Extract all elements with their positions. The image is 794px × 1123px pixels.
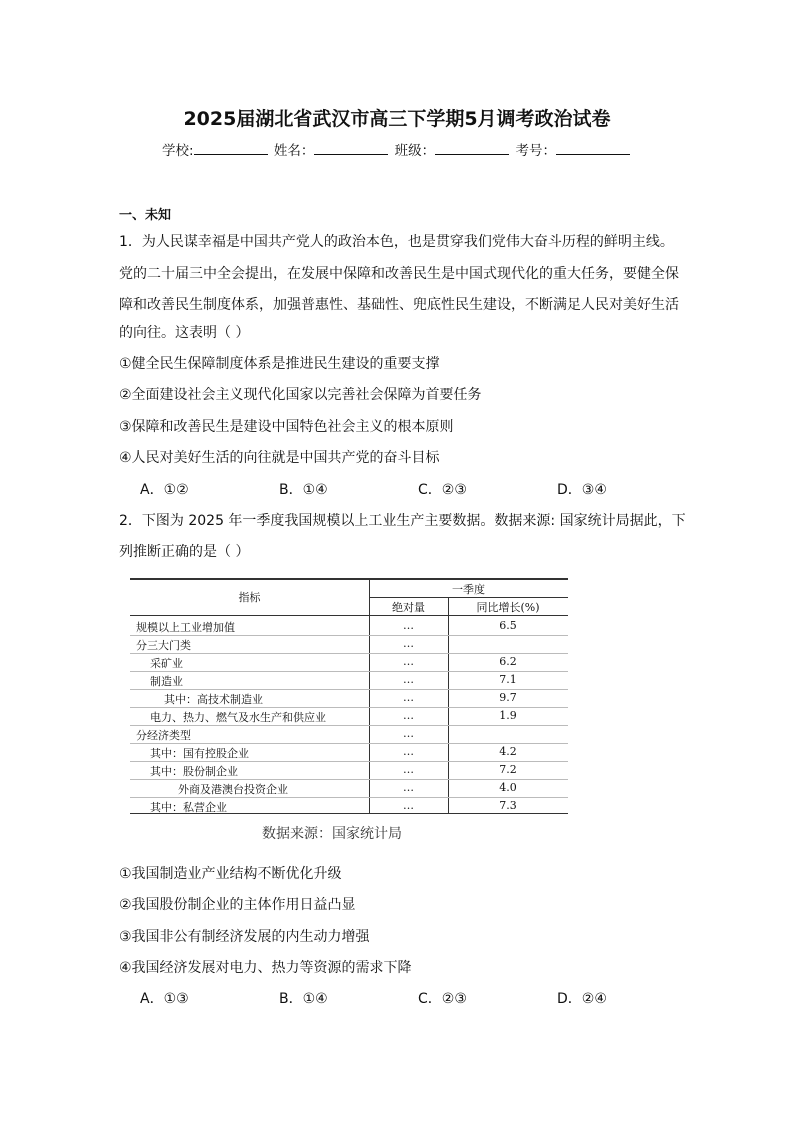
table-row-label: 其中：股份制企业 [150,765,238,778]
table-caption: 数据来源：国家统计局 [262,826,402,842]
q2-option-b[interactable]: B．①④ [279,991,328,1007]
table-row-label: 分三大门类 [136,639,191,652]
number-label: 考号： [515,143,556,159]
q1-statement: ①健全民生保障制度体系是推进民生建设的重要支撑 [119,356,440,372]
school-blank[interactable] [194,142,268,155]
table-header-bottom [130,615,568,616]
industry-data-table [130,578,568,814]
class-label: 班级： [394,143,436,159]
table-row-growth: 7.1 [499,673,517,686]
table-row-absolute: … [403,727,414,740]
q2-statement: ②我国股份制企业的主体作用日益凸显 [119,897,356,913]
table-row-label: 外商及港澳台投资企业 [178,783,288,796]
q1-option-d[interactable]: D．③④ [557,482,607,498]
q1-statement: ③保障和改善民生是建设中国特色社会主义的根本原则 [119,419,454,435]
class-blank[interactable] [435,142,509,155]
q2-options [140,988,696,1008]
table-header-indicator: 指标 [238,591,261,604]
q1-option-a[interactable]: A．①② [140,482,189,498]
table-row-label: 其中：国有控股企业 [150,747,249,760]
table-row-absolute: … [403,763,414,776]
table-row-label: 采矿业 [150,657,183,670]
student-info-line [0,139,794,159]
table-row-divider [130,671,568,672]
q1-statement: ④人民对美好生活的向往就是中国共产党的奋斗目标 [119,450,440,466]
q2-statement: ④我国经济发展对电力、热力等资源的需求下降 [119,960,412,976]
table-row-absolute: … [403,637,414,650]
table-row-absolute: … [403,709,414,722]
q1-stem-line: 1．为人民谋幸福是中国共产党人的政治本色，也是贯穿我们党伟大奋斗历程的鲜明主线。 [119,234,674,250]
table-row-label: 其中：高技术制造业 [164,693,263,706]
table-row-divider [130,779,568,780]
q2-statement: ①我国制造业产业结构不断优化升级 [119,866,342,882]
q2-statement: ③我国非公有制经济发展的内生动力增强 [119,929,370,945]
table-row-absolute: … [403,781,414,794]
q2-option-d[interactable]: D．②④ [557,991,607,1007]
q1-statement: ②全面建设社会主义现代化国家以完善社会保障为首要任务 [119,387,482,403]
table-row-divider [130,707,568,708]
q2-stem-line: 2．下图为 2025 年一季度我国规模以上工业生产主要数据。数据来源: 国家统计局据此，下 [119,513,686,529]
table-header-quarter: 一季度 [452,583,485,596]
table-row-absolute: … [403,619,414,632]
name-blank[interactable] [314,142,388,155]
table-row-growth: 7.2 [499,763,517,776]
table-row-growth: 7.3 [499,799,517,812]
table-row-growth: 6.2 [499,655,517,668]
table-row-divider [130,689,568,690]
q1-options [140,479,696,499]
number-blank[interactable] [556,142,630,155]
q2-option-c[interactable]: C．②③ [418,991,467,1007]
table-row-divider [130,797,568,798]
section-heading: 一、未知 [119,208,172,223]
table-row-divider [130,635,568,636]
school-label: 学校: [162,143,194,159]
table-row-label: 规模以上工业增加值 [136,621,235,634]
q1-option-b[interactable]: B．①④ [279,482,328,498]
table-row-growth: 1.9 [499,709,517,722]
table-row-divider [130,743,568,744]
page-title: 2025届湖北省武汉市高三下学期5月调考政治试卷 [183,108,611,130]
table-header-growth: 同比增长(%) [476,601,540,614]
table-top-border [130,578,568,580]
table-row-growth: 4.2 [499,745,517,758]
table-row-growth: 4.0 [499,781,517,794]
table-header-divider [369,597,568,598]
table-row-absolute: … [403,655,414,668]
table-row-growth: 6.5 [499,619,517,632]
table-row-label: 其中：私营企业 [150,801,227,814]
table-row-absolute: … [403,691,414,704]
table-row-divider [130,761,568,762]
q2-stem-line: 列推断正确的是（ ） [119,544,250,560]
table-row-divider [130,725,568,726]
q1-option-c[interactable]: C．②③ [418,482,467,498]
q1-stem-line: 的向往。这表明（ ） [119,325,250,341]
table-row-absolute: … [403,673,414,686]
q1-stem-line: 障和改善民生制度体系，加强普惠性、基础性、兜底性民生建设，不断满足人民对美好生活 [119,297,679,313]
table-row-absolute: … [403,799,414,812]
table-row-growth: 9.7 [499,691,517,704]
q2-option-a[interactable]: A．①③ [140,991,189,1007]
table-row-label: 分经济类型 [136,729,191,742]
q1-stem-line: 党的二十届三中全会提出，在发展中保障和改善民生是中国式现代化的重大任务，要健全保 [119,266,679,282]
table-row-divider [130,653,568,654]
table-row-label: 电力、热力、燃气及水生产和供应业 [150,711,326,724]
table-header-absolute: 绝对量 [392,601,425,614]
name-label: 姓名： [273,143,315,159]
table-row-absolute: … [403,745,414,758]
table-row-label: 制造业 [150,675,183,688]
